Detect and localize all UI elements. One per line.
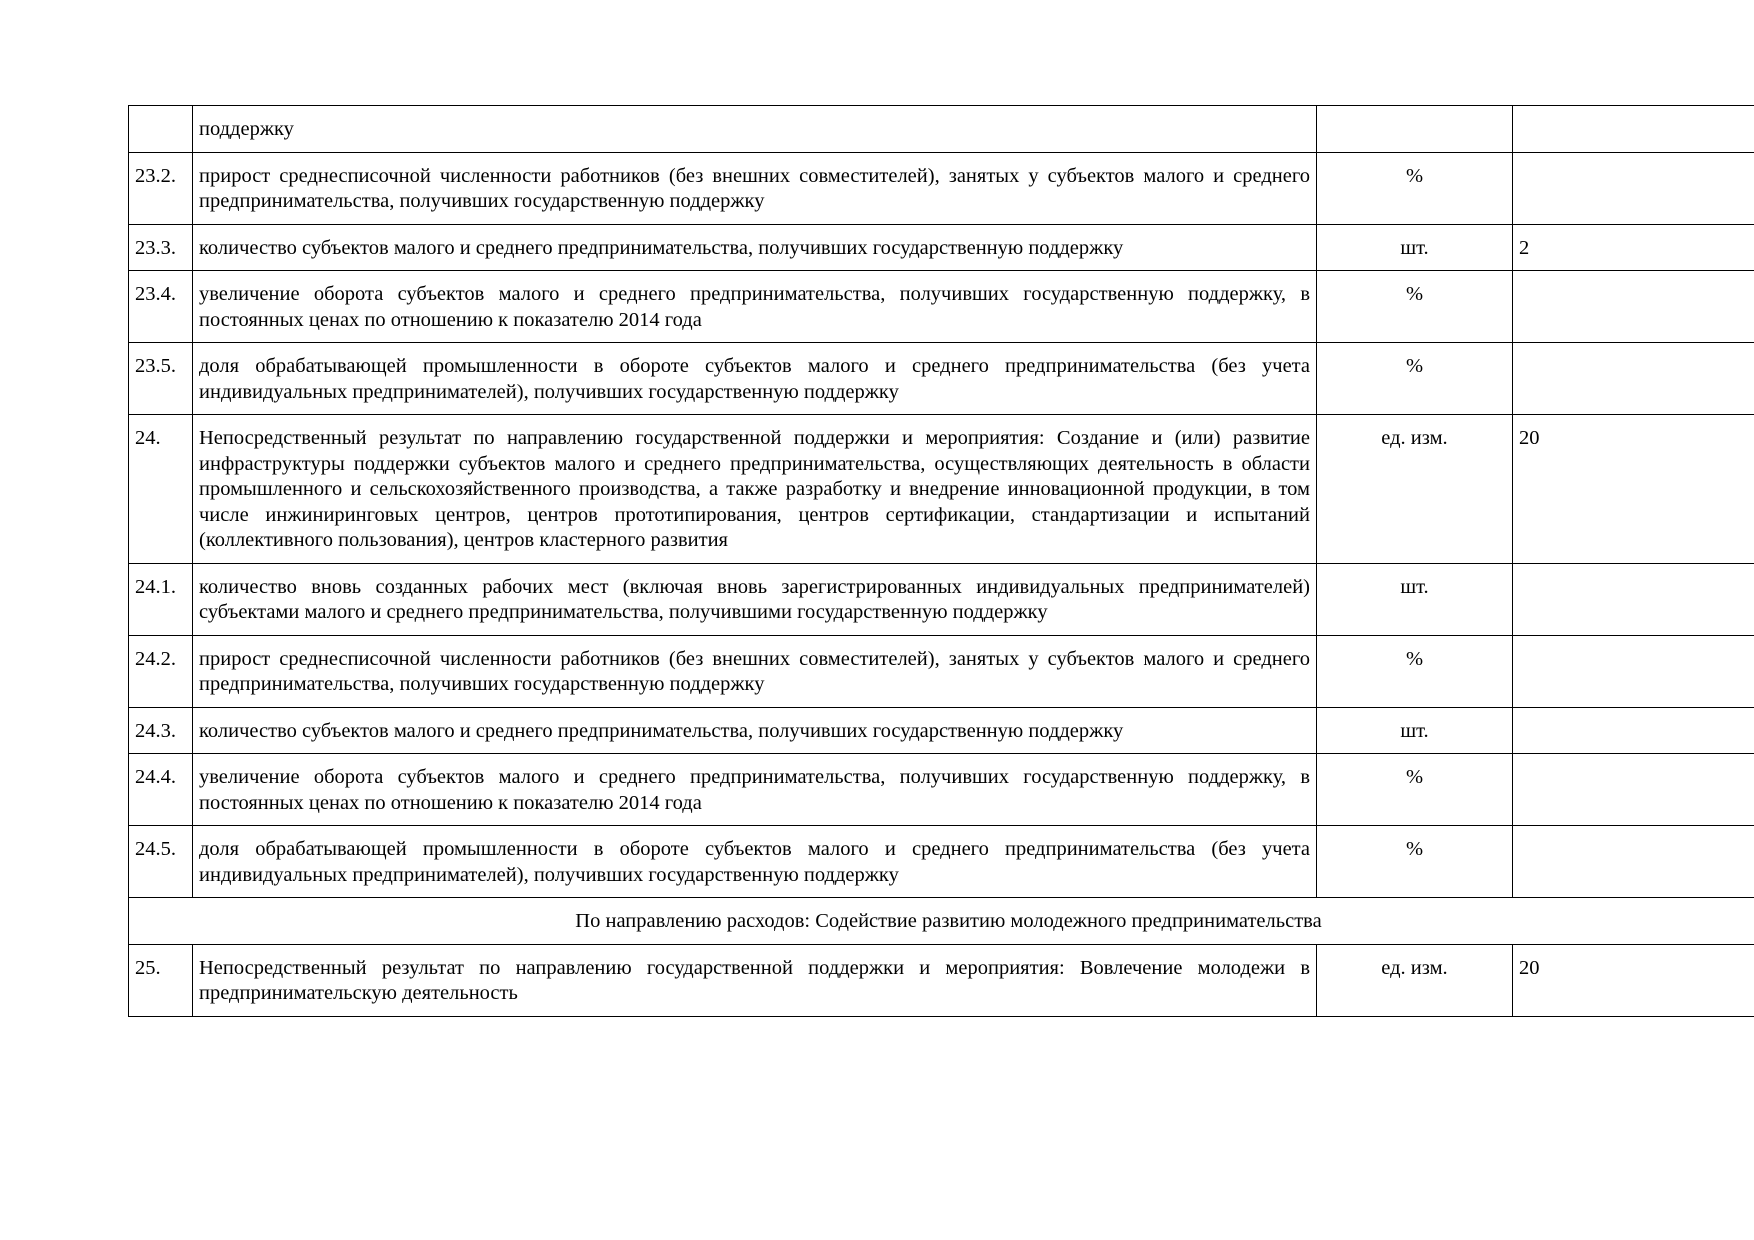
indicator-text-cell: количество субъектов малого и среднего предпринимательства, получивших государственную поддержку xyxy=(193,707,1317,754)
unit-cell: % xyxy=(1317,343,1513,415)
indicator-text-cell: количество вновь созданных рабочих мест (включая вновь зарегистрированных индивидуальных предпринимателей) субъектами малого и среднего предпринимательства, получившими государственную поддержку xyxy=(193,563,1317,635)
row-number-cell: 24.4. xyxy=(129,754,193,826)
indicator-text-cell: поддержку xyxy=(193,106,1317,153)
row-number-cell xyxy=(129,106,193,153)
value-cell: 20 xyxy=(1513,415,1754,564)
row-number-cell: 24.2. xyxy=(129,635,193,707)
table-row xyxy=(129,563,1754,635)
indicator-text-cell: количество субъектов малого и среднего предпринимательства, получивших государственную поддержку xyxy=(193,224,1317,271)
unit-cell xyxy=(1317,106,1513,153)
row-number-cell: 23.4. xyxy=(129,271,193,343)
indicator-text-cell: прирост среднесписочной численности работников (без внешних совместителей), занятых у субъектов малого и среднего предпринимательства, получивших государственную поддержку xyxy=(193,635,1317,707)
row-number-cell: 23.5. xyxy=(129,343,193,415)
table-row xyxy=(129,271,1754,343)
unit-cell: шт. xyxy=(1317,224,1513,271)
table-row xyxy=(129,707,1754,754)
row-number-cell: 23.2. xyxy=(129,152,193,224)
indicator-text-cell: увеличение оборота субъектов малого и среднего предпринимательства, получивших государственную поддержку, в постоянных ценах по отношению к показателю 2014 года xyxy=(193,271,1317,343)
row-number-cell: 25. xyxy=(129,944,193,1016)
value-cell xyxy=(1513,343,1754,415)
value-cell xyxy=(1513,563,1754,635)
unit-cell: % xyxy=(1317,635,1513,707)
unit-cell: ед. изм. xyxy=(1317,415,1513,564)
unit-cell: % xyxy=(1317,826,1513,898)
table-row xyxy=(129,106,1754,153)
indicator-text-cell: Непосредственный результат по направлению государственной поддержки и мероприятия: Вовлечение молодежи в предпринимательскую деятельность xyxy=(193,944,1317,1016)
table-row xyxy=(129,944,1754,1016)
section-header-row xyxy=(129,898,1754,945)
indicator-text-cell: доля обрабатывающей промышленности в обороте субъектов малого и среднего предпринимательства (без учета индивидуальных предпринимателей), получивших государственную поддержку xyxy=(193,343,1317,415)
table-row xyxy=(129,224,1754,271)
table-row xyxy=(129,343,1754,415)
value-cell xyxy=(1513,152,1754,224)
indicators-table xyxy=(128,105,1754,1017)
section-header-cell xyxy=(129,898,1754,945)
value-cell xyxy=(1513,826,1754,898)
unit-cell: % xyxy=(1317,754,1513,826)
indicator-text-cell: доля обрабатывающей промышленности в обороте субъектов малого и среднего предпринимательства (без учета индивидуальных предпринимателей), получивших государственную поддержку xyxy=(193,826,1317,898)
value-cell: 2 xyxy=(1513,224,1754,271)
row-number-cell: 24.5. xyxy=(129,826,193,898)
indicator-text-cell: Непосредственный результат по направлению государственной поддержки и мероприятия: Создание и (или) развитие инфраструктуры поддержки субъектов малого и среднего предпринимательства, осуществляющих деятельность в области промышленного и сельскохозяйственного производства, а также разработку и внедрение инновационной продукции, в том числе инжиниринговых центров, центров прототипирования, центров сертификации, стандартизации и испытаний (коллективного пользования), центров кластерного развития xyxy=(193,415,1317,564)
unit-cell: % xyxy=(1317,271,1513,343)
table-row xyxy=(129,415,1754,564)
row-number-cell: 23.3. xyxy=(129,224,193,271)
row-number-cell: 24.1. xyxy=(129,563,193,635)
unit-cell: % xyxy=(1317,152,1513,224)
table-row xyxy=(129,635,1754,707)
value-cell xyxy=(1513,635,1754,707)
indicators-table-body xyxy=(129,106,1754,1017)
indicator-text-cell: прирост среднесписочной численности работников (без внешних совместителей), занятых у субъектов малого и среднего предпринимательства, получивших государственную поддержку xyxy=(193,152,1317,224)
unit-cell: шт. xyxy=(1317,563,1513,635)
table-row xyxy=(129,152,1754,224)
value-cell: 20 xyxy=(1513,944,1754,1016)
table-row xyxy=(129,826,1754,898)
row-number-cell: 24. xyxy=(129,415,193,564)
value-cell xyxy=(1513,707,1754,754)
value-cell xyxy=(1513,271,1754,343)
document-page xyxy=(128,105,1754,1017)
value-cell xyxy=(1513,754,1754,826)
indicator-text-cell: увеличение оборота субъектов малого и среднего предпринимательства, получивших государственную поддержку, в постоянных ценах по отношению к показателю 2014 года xyxy=(193,754,1317,826)
row-number-cell: 24.3. xyxy=(129,707,193,754)
value-cell xyxy=(1513,106,1754,153)
unit-cell: ед. изм. xyxy=(1317,944,1513,1016)
section-header-text: По направлению расходов: Содействие развитию молодежного предпринимательства xyxy=(575,910,1322,932)
table-row xyxy=(129,754,1754,826)
unit-cell: шт. xyxy=(1317,707,1513,754)
